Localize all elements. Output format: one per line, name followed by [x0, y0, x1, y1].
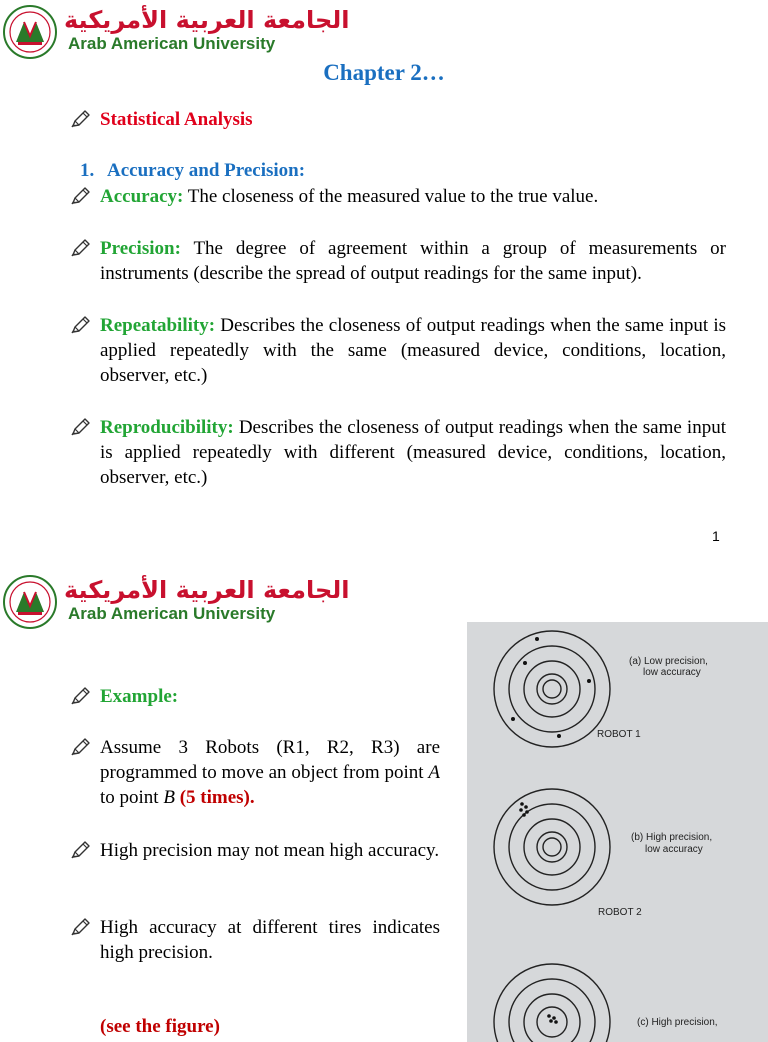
slide-page-2	[0, 560, 768, 1037]
label-c-line1: (c) High precision,	[637, 1017, 718, 1028]
example-heading: Example:	[100, 686, 179, 707]
university-logo	[2, 4, 350, 60]
shot-point	[535, 637, 539, 641]
bullet-reproducibility	[70, 415, 726, 490]
bullet-example	[70, 684, 440, 709]
repeatability-term: Repeatability:	[100, 315, 216, 336]
label-a-line1: (a) Low precision,	[629, 656, 708, 667]
label-a-line2: low accuracy	[643, 667, 701, 678]
five-times-text: (5 times).	[174, 787, 255, 808]
university-name-english: Arab American University	[68, 604, 276, 623]
university-name-arabic: الجامعة العربية الأمريكية	[64, 576, 350, 604]
target-robot-1	[494, 631, 610, 747]
pencil-icon	[70, 186, 92, 206]
label-b-line1: (b) High precision,	[631, 832, 713, 843]
pencil-icon	[70, 686, 92, 706]
shot-point	[547, 1014, 551, 1018]
targets-svg	[467, 622, 768, 1042]
target-robot-2	[494, 789, 610, 905]
assume-text: Assume 3 Robots (R1, R2, R3) are programmed to move an object from point	[100, 737, 440, 783]
section-heading: Statistical Analysis	[100, 109, 253, 130]
bullet-high-precision	[70, 838, 440, 863]
bullet-accuracy	[70, 184, 726, 209]
high-precision-text: High precision may not mean high accuracy.	[100, 840, 440, 861]
precision-term: Precision:	[100, 238, 181, 259]
pencil-icon	[70, 917, 92, 937]
shot-point	[511, 717, 515, 721]
bullet-high-accuracy	[70, 915, 440, 965]
reproducibility-term: Reproducibility:	[100, 417, 234, 438]
bottom-note	[70, 1014, 440, 1039]
shot-point	[520, 802, 524, 806]
robot-targets-figure	[467, 622, 768, 1042]
label-b-line2: low accuracy	[645, 844, 703, 855]
shot-point	[554, 1020, 558, 1024]
bullet-statistical-analysis	[70, 107, 726, 132]
pencil-icon	[70, 109, 92, 129]
chapter-title: Chapter 2…	[323, 60, 445, 85]
accuracy-definition: The closeness of the measured value to the true value.	[183, 186, 599, 207]
target-robot-3	[494, 964, 610, 1042]
reproducibility-definition: Describes the closeness of output readings when the same input is applied repeatedly with different (measured device, conditions, location, observer, etc.)	[100, 417, 726, 488]
university-seal-icon	[2, 4, 58, 60]
university-name-arabic: الجامعة العربية الأمريكية	[64, 6, 350, 34]
point-a: A	[428, 762, 440, 783]
pencil-icon	[70, 417, 92, 437]
shot-point	[557, 734, 561, 738]
see-figure-text: (see the figure)	[100, 1016, 220, 1037]
shot-point	[549, 1019, 553, 1023]
pencil-icon	[70, 737, 92, 757]
high-accuracy-text: High accuracy at different tires indicates high precision.	[100, 917, 440, 963]
repeatability-definition: Describes the closeness of output readings when the same input is applied repeatedly with the same (measured device, conditions, location, observer, etc.)	[100, 315, 726, 386]
numbered-heading-text: Accuracy and Precision:	[107, 160, 306, 181]
pencil-icon	[70, 840, 92, 860]
university-seal-icon	[2, 574, 58, 630]
to-point-text: to point	[100, 787, 164, 808]
shot-point	[519, 808, 523, 812]
bullet-repeatability	[70, 313, 726, 388]
shot-point	[552, 1016, 556, 1020]
shot-point	[522, 813, 526, 817]
pencil-icon	[70, 238, 92, 258]
robot1-label: ROBOT 1	[597, 729, 641, 740]
university-logo	[2, 574, 350, 630]
bullet-assume-robots	[70, 735, 440, 810]
pencil-icon	[70, 315, 92, 335]
bullet-precision	[70, 236, 726, 286]
shot-point	[524, 805, 528, 809]
shot-point	[587, 679, 591, 683]
point-b: B	[163, 787, 175, 808]
university-name-english: Arab American University	[68, 34, 276, 53]
shot-point	[523, 661, 527, 665]
precision-definition: The degree of agreement within a group of measurements or instruments (describe the spread of output readings for the same input).	[100, 238, 726, 284]
numbered-heading-number: 1.	[80, 160, 95, 181]
shot-point	[525, 810, 529, 814]
page-number: 1	[712, 528, 720, 544]
robot2-label: ROBOT 2	[598, 907, 642, 918]
numbered-heading	[80, 158, 305, 183]
accuracy-term: Accuracy:	[100, 186, 184, 207]
